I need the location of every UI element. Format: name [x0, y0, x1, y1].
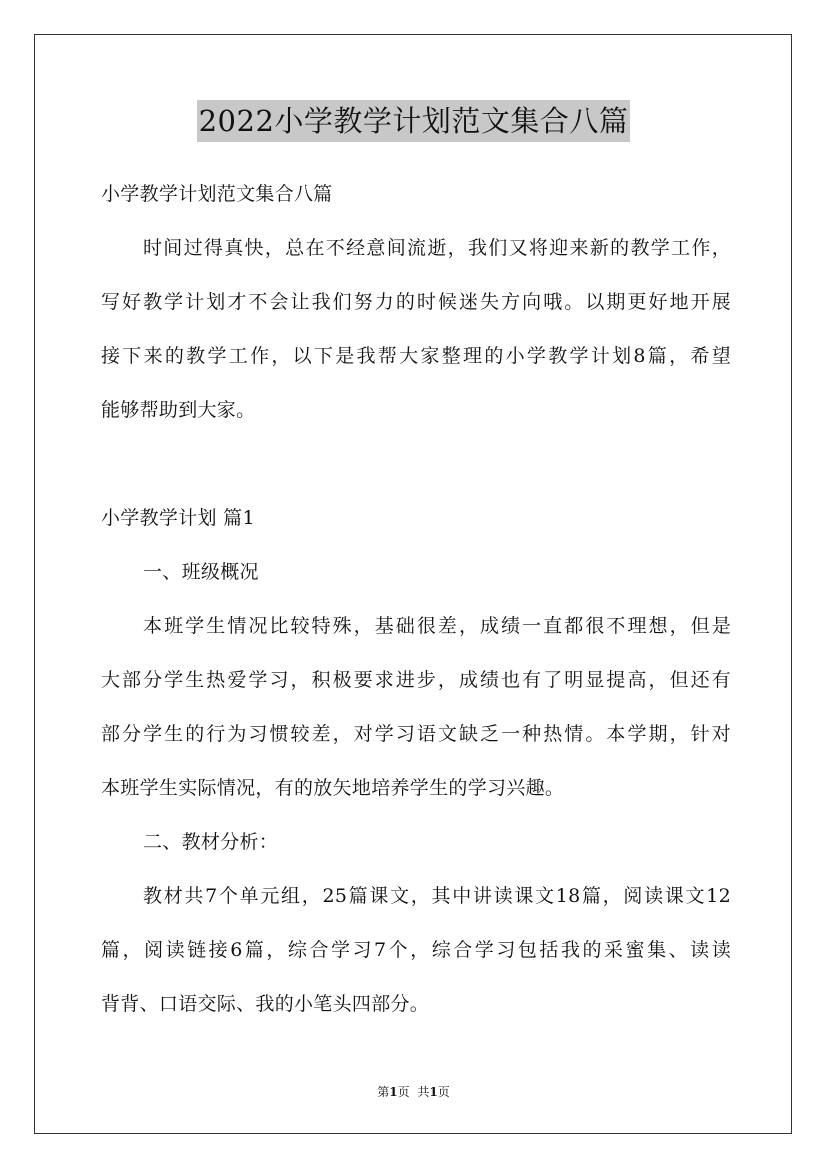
total-prefix: 共	[417, 1085, 430, 1099]
intro-line-2: 写好教学计划才不会让我们努力的时候迷失方向哦。以期更好地开展	[101, 291, 731, 313]
part2-heading: 二、教材分析：	[143, 831, 279, 853]
title-wrapper	[0, 100, 827, 142]
page-prefix: 第	[377, 1085, 390, 1099]
part1-heading: 一、班级概况	[143, 561, 259, 583]
intro-line-1: 时间过得真快，总在不经意间流逝，我们又将迎来新的教学工作，	[143, 237, 731, 259]
intro-line-4: 能够帮助到大家。	[101, 399, 256, 421]
part2-line-2: 篇，阅读链接6篇，综合学习7个，综合学习包括我的采蜜集、读读	[101, 939, 731, 961]
page-number: 1	[389, 1085, 398, 1099]
page-suffix: 页	[397, 1085, 410, 1099]
section-heading: 小学教学计划 篇1	[101, 507, 255, 529]
part2-line-3: 背背、口语交际、我的小笔头四部分。	[101, 993, 430, 1015]
document-subtitle: 小学教学计划范文集合八篇	[101, 183, 333, 205]
part1-line-2: 大部分学生热爱学习，积极要求进步，成绩也有了明显提高，但还有	[101, 669, 731, 691]
part1-line-4: 本班学生实际情况，有的放矢地培养学生的学习兴趣。	[101, 777, 565, 799]
part1-line-1: 本班学生情况比较特殊，基础很差，成绩一直都很不理想，但是	[143, 615, 731, 637]
part1-line-3: 部分学生的行为习惯较差，对学习语文缺乏一种热情。本学期，针对	[101, 723, 731, 745]
page-footer	[0, 1084, 827, 1100]
total-suffix: 页	[437, 1085, 450, 1099]
total-pages: 1	[429, 1085, 438, 1099]
document-title: 2022小学教学计划范文集合八篇	[197, 100, 631, 142]
intro-line-3: 接下来的教学工作，以下是我帮大家整理的小学教学计划8篇，希望	[101, 345, 731, 367]
part2-line-1: 教材共7个单元组，25篇课文，其中讲读课文18篇，阅读课文12	[143, 885, 731, 907]
